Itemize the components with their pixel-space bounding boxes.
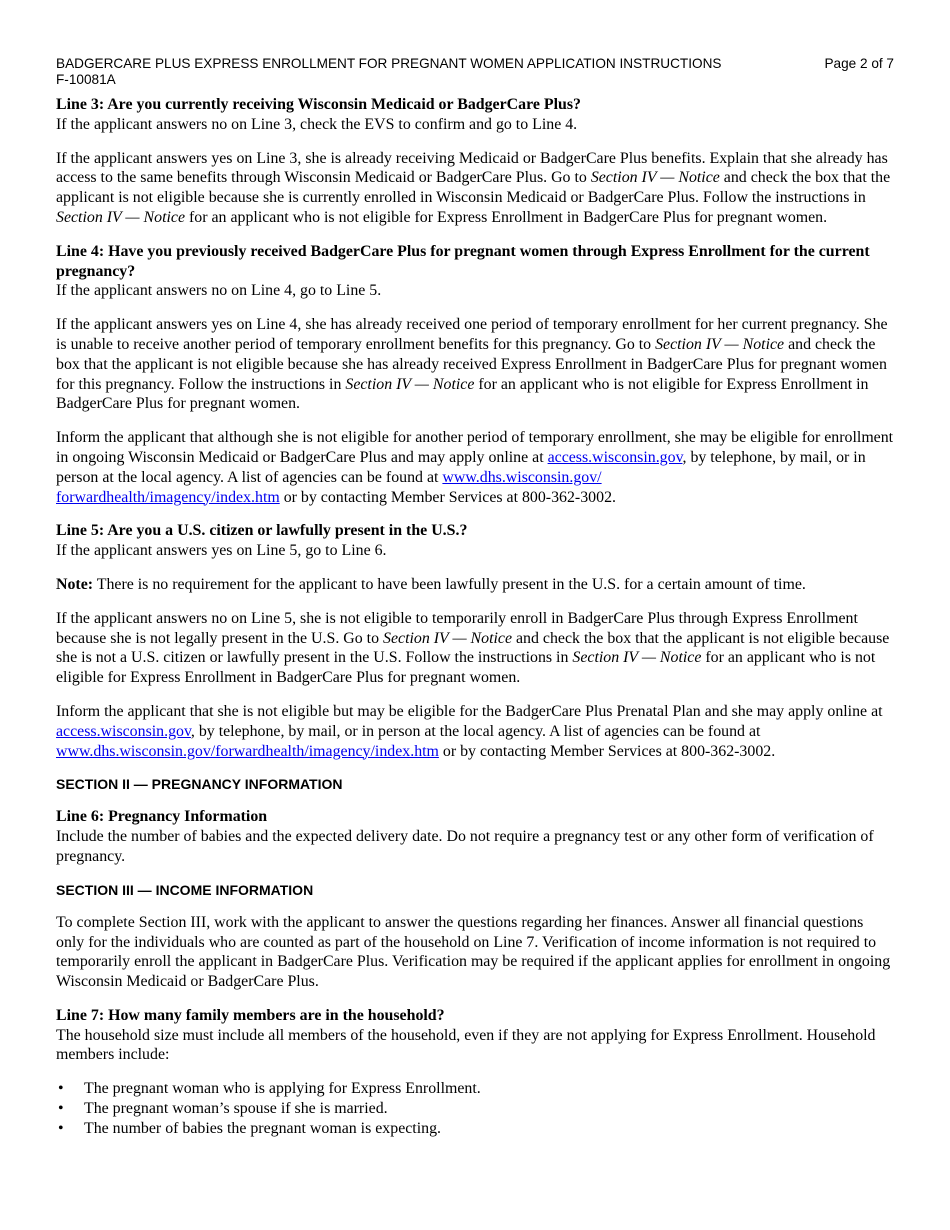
line3-heading: Line 3: Are you currently receiving Wisconsin Medicaid or BadgerCare Plus? (56, 96, 581, 113)
section-3-intro: To complete Section III, work with the applicant to answer the questions regarding her finances. Answer all financial questions only for the individuals who are counted as part of the household on Line 7. Verification of income information is not required to temporarily enroll the applicant in BadgerCare Plus. Verification may be required if the applicant applies for enrollment in ongoing Wisconsin Medicaid or BadgerCare Plus. (56, 913, 891, 991)
section-ref: Section IV — Notice (655, 335, 785, 353)
agency-list-link[interactable]: www.dhs.wisconsin.gov/forwardhealth/imagency/index.htm (56, 742, 439, 760)
line4-paragraph-2: If the applicant answers yes on Line 4, she has already received one period of temporary enrollment for her current pregnancy. She is unable to receive another period of temporary enrollment benefits for this pregnancy. Go to Section IV — Notice and check the box that the applicant is not eligible because she has already received Express Enrollment in BadgerCare Plus for pregnant women for this pregnancy. Follow the instructions in Section IV — Notice for an applicant who is not eligible for Express Enrollment in BadgerCare Plus for pregnant women. (56, 316, 888, 413)
line6-paragraph: Include the number of babies and the expected delivery date. Do not require a pregnancy test or any other form of verification of pregnancy. (56, 828, 874, 865)
page-number: Page 2 of 7 (824, 56, 894, 71)
list-item: • The number of babies the pregnant woman is expecting. (56, 1119, 894, 1139)
section-2-heading: SECTION II — PREGNANCY INFORMATION (56, 776, 343, 793)
form-number: F-10081A (56, 72, 116, 87)
line6-heading: Line 6: Pregnancy Information (56, 808, 268, 826)
access-wisconsin-link[interactable]: access.wisconsin.gov (547, 448, 683, 466)
line4-paragraph-3: Inform the applicant that although she is not eligible for another period of temporary enrollment, she may be eligible for enrollment in ongoing Wisconsin Medicaid or BadgerCare Plus and may apply online at access.wisconsin.gov, by telephone, by mail, or in person at the local agency. A list of agencies can be found at www.dhs.wisconsin.gov/ forwardhealth/imagency/index.htm or by contacting Member Services at 800-362-3002. (56, 429, 894, 506)
access-wisconsin-link[interactable]: access.wisconsin.gov (56, 722, 191, 740)
section-ref: Section IV — Notice (572, 649, 702, 667)
agency-list-link[interactable]: www.dhs.wisconsin.gov/ forwardhealth/imagency/index.htm (56, 468, 602, 506)
section-3-heading: SECTION III — INCOME INFORMATION (56, 881, 314, 898)
line5-paragraph-2: If the applicant answers no on Line 5, she is not eligible to temporarily enroll in BadgerCare Plus through Express Enrollment because she is not legally present in the U.S. Go to Section IV — Notice and check the box that the applicant is not eligible because she is not a U.S. citizen or lawfully present in the U.S. Follow the instructions in Section IV — Notice for an applicant who is not eligible for Express Enrollment in BadgerCare Plus for pregnant women. (56, 609, 890, 687)
line3-paragraph-2: If the applicant answers yes on Line 3, she is already receiving Medicaid or BadgerCare Plus benefits. Explain that she already has access to the same benefits through Wisconsin Medicaid or BadgerCare Plus. Go to Section IV — Notice and check the box that the applicant is not eligible because she is currently enrolled in Wisconsin Medicaid or BadgerCare Plus. Follow the instructions in Section IV — Notice for an applicant who is not eligible for Express Enrollment in BadgerCare Plus for pregnant women. (56, 149, 891, 226)
household-members-list (56, 1079, 894, 1138)
note-label: Note: (56, 575, 94, 593)
list-item: • The pregnant woman who is applying for Express Enrollment. (56, 1079, 894, 1099)
line4-paragraph-1: If the applicant answers no on Line 4, go to Line 5. (56, 282, 382, 300)
line7-heading: Line 7: How many family members are in the household? (56, 1006, 445, 1024)
line4-heading: Line 4: Have you previously received BadgerCare Plus for pregnant women through Express Enrollment for the current pregnancy? (56, 242, 870, 280)
line5-paragraph-1: If the applicant answers yes on Line 5, go to Line 6. (56, 542, 387, 560)
line3-paragraph-1: If the applicant answers no on Line 3, check the EVS to confirm and go to Line 4. (56, 115, 578, 133)
section-ref: Section IV — Notice (590, 169, 720, 187)
line5-note: Note: There is no requirement for the applicant to have been lawfully present in the U.S. for a certain amount of time. (56, 575, 806, 593)
line5-heading: Line 5: Are you a U.S. citizen or lawfully present in the U.S.? (56, 522, 468, 540)
page-header (56, 0, 894, 88)
section-ref: Section IV — Notice (56, 208, 186, 226)
document-title: BADGERCARE PLUS EXPRESS ENROLLMENT FOR PREGNANT WOMEN APPLICATION INSTRUCTIONS (56, 56, 722, 71)
list-item: • The pregnant woman’s spouse if she is married. (56, 1099, 894, 1119)
line5-paragraph-3: Inform the applicant that she is not eligible but may be eligible for the BadgerCare Plus Prenatal Plan and she may apply online at access.wisconsin.gov, by telephone, by mail, or in person at the local agency. A list of agencies can be found at www.dhs.wisconsin.gov/forwardhealth/imagency/index.htm or by contacting Member Services at 800-362-3002. (56, 702, 883, 760)
section-ref: Section IV — Notice (345, 375, 475, 393)
section-ref: Section IV — Notice (383, 629, 513, 647)
document-page (56, 0, 894, 1139)
line7-paragraph: The household size must include all members of the household, even if they are not applying for Express Enrollment. Household members include: (56, 1026, 876, 1064)
